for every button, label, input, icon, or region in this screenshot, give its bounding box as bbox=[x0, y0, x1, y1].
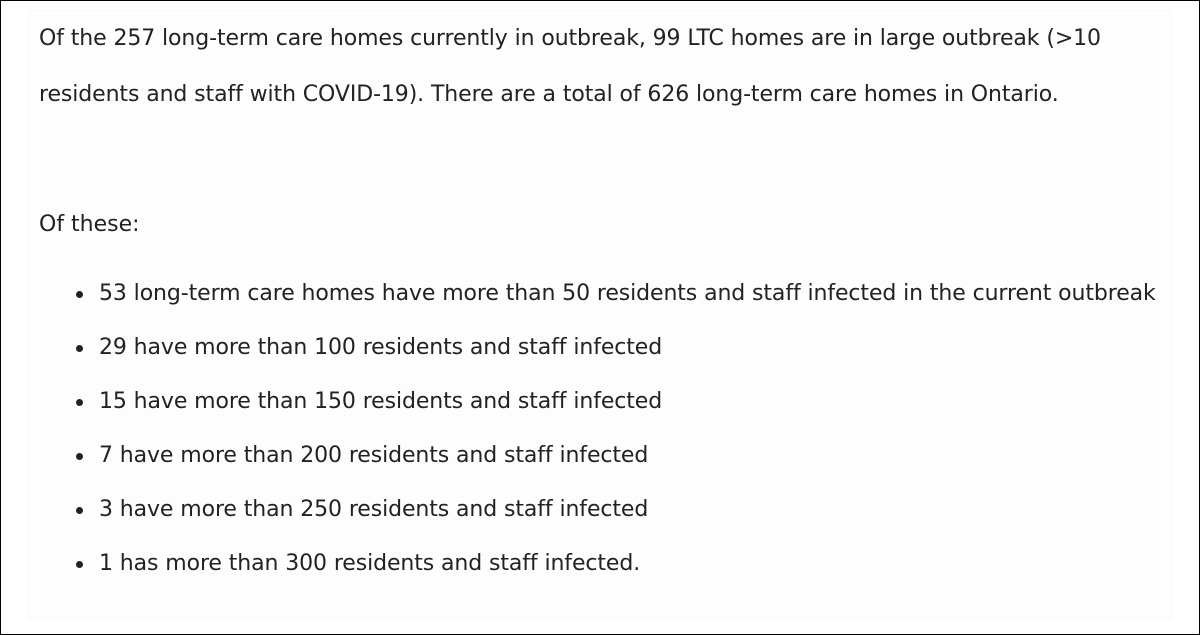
list-item bbox=[73, 277, 1165, 311]
bullet-icon bbox=[76, 345, 83, 352]
list-item bbox=[73, 331, 1165, 365]
bullet-icon bbox=[76, 291, 83, 298]
infection-count-list bbox=[73, 277, 1165, 601]
list-item-text: 1 has more than 300 residents and staff infected. bbox=[99, 551, 641, 576]
intro-paragraph: Of the 257 long-term care homes currently in outbreak, 99 LTC homes are in large outbreak (>10 residents and staff with COVID-19). There are a total of 626 long-term care homes in Ontario. bbox=[39, 26, 1101, 107]
list-item-text: 29 have more than 100 residents and staff infected bbox=[99, 335, 663, 360]
list-item-text: 15 have more than 150 residents and staff infected bbox=[99, 389, 663, 414]
list-item-text: 7 have more than 200 residents and staff infected bbox=[99, 443, 649, 468]
list-item bbox=[73, 493, 1165, 527]
bullet-icon bbox=[76, 507, 83, 514]
bullet-icon bbox=[76, 453, 83, 460]
bullet-icon bbox=[76, 399, 83, 406]
list-item bbox=[73, 385, 1165, 419]
list-item bbox=[73, 547, 1165, 581]
list-item-text: 53 long-term care homes have more than 50 residents and staff infected in the current outbreak bbox=[99, 281, 1156, 306]
bullet-icon bbox=[76, 561, 83, 568]
list-item-text: 3 have more than 250 residents and staff infected bbox=[99, 497, 649, 522]
list-lead-text: Of these: bbox=[39, 212, 140, 237]
list-item bbox=[73, 439, 1165, 473]
article-content bbox=[29, 11, 1171, 619]
